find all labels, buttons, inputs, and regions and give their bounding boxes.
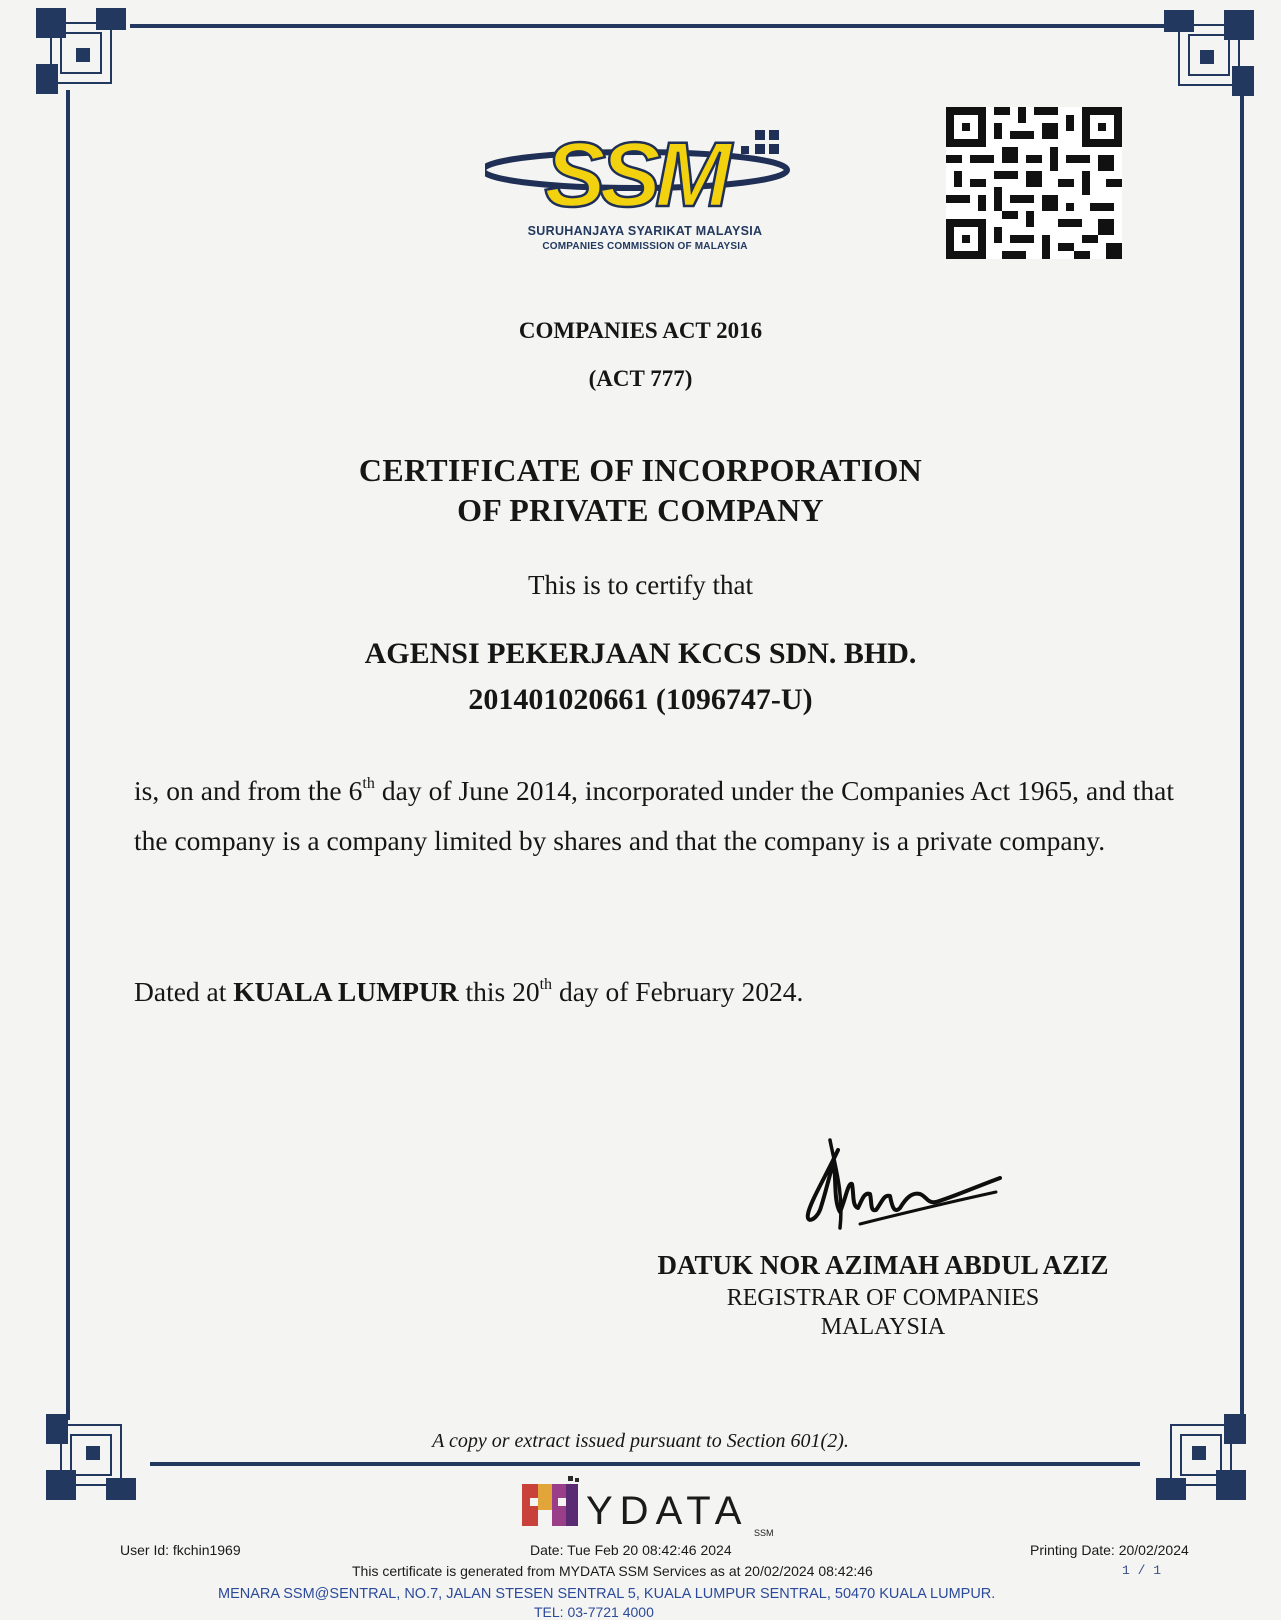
logo-name-english: COMPANIES COMMISSION OF MALAYSIA xyxy=(542,241,748,252)
registration-number: 201401020661 (1096747-U) xyxy=(468,683,813,716)
registrar-signature-icon xyxy=(800,1132,1010,1242)
generation-date: Date: Tue Feb 20 08:42:46 2024 xyxy=(530,1542,732,1558)
user-id: User Id: fkchin1969 xyxy=(120,1542,241,1558)
act-title: COMPANIES ACT 2016 xyxy=(518,318,763,343)
page-number: 1 / 1 xyxy=(1122,1563,1162,1578)
corner-ornament-top-right xyxy=(1158,10,1254,102)
frame-left-border xyxy=(66,90,70,1420)
svg-text:SSM: SSM xyxy=(544,124,726,224)
frame-right-border xyxy=(1240,90,1244,1420)
ssm-telephone: TEL: 03-7721 4000 xyxy=(534,1604,654,1620)
registrar-name: DATUK NOR AZIMAH ABDUL AZIZ xyxy=(657,1250,1109,1280)
ssm-address: MENARA SSM@SENTRAL, NO.7, JALAN STESEN SENTRAL 5, KUALA LUMPUR SENTRAL, 50470 KUALA LUMPUR. xyxy=(218,1586,996,1602)
ssm-logo-mark-icon xyxy=(485,120,805,224)
ssm-logo xyxy=(485,120,805,260)
frame-top-border xyxy=(130,24,1170,28)
printing-date: Printing Date: 20/02/2024 xyxy=(1030,1542,1189,1558)
registrar-title: REGISTRAR OF COMPANIES xyxy=(726,1285,1040,1311)
mydata-m-icon xyxy=(522,1476,579,1526)
certificate-title-line2: OF PRIVATE COMPANY xyxy=(457,492,824,528)
copy-note: A copy or extract issued pursuant to Section 601(2). xyxy=(432,1430,849,1452)
logo-name-malay: SURUHANJAYA SYARIKAT MALAYSIA xyxy=(527,224,763,238)
certify-text: This is to certify that xyxy=(528,570,753,600)
corner-ornament-top-left xyxy=(36,8,132,100)
mydata-logo xyxy=(520,1474,780,1538)
certificate-title-line1: CERTIFICATE OF INCORPORATION xyxy=(358,452,923,488)
corner-ornament-bottom-right xyxy=(1150,1408,1246,1500)
dated-place: KUALA LUMPUR xyxy=(233,976,459,1007)
svg-text:YDATA: YDATA xyxy=(586,1489,749,1533)
frame-bottom-border xyxy=(150,1462,1140,1466)
company-name: AGENSI PEKERJAAN KCCS SDN. BHD. xyxy=(364,637,917,670)
dated-statement: Dated at KUALA LUMPUR this 20th day of February 2024. xyxy=(134,976,804,1007)
incorporation-statement: is, on and from the 6th day of June 2014, incorporated under the Companies Act 1965, and that the company is a company limited by shares and that the company is a private company. xyxy=(134,775,1174,856)
corner-ornament-bottom-left xyxy=(46,1408,142,1500)
registrar-country: MALAYSIA xyxy=(820,1314,946,1340)
mydata-sub: SSM xyxy=(754,1528,774,1538)
generated-note: This certificate is generated from MYDATA SSM Services as at 20/02/2024 08:42:46 xyxy=(352,1563,873,1579)
act-number: (ACT 777) xyxy=(588,366,693,391)
qr-code-icon xyxy=(946,106,1122,260)
